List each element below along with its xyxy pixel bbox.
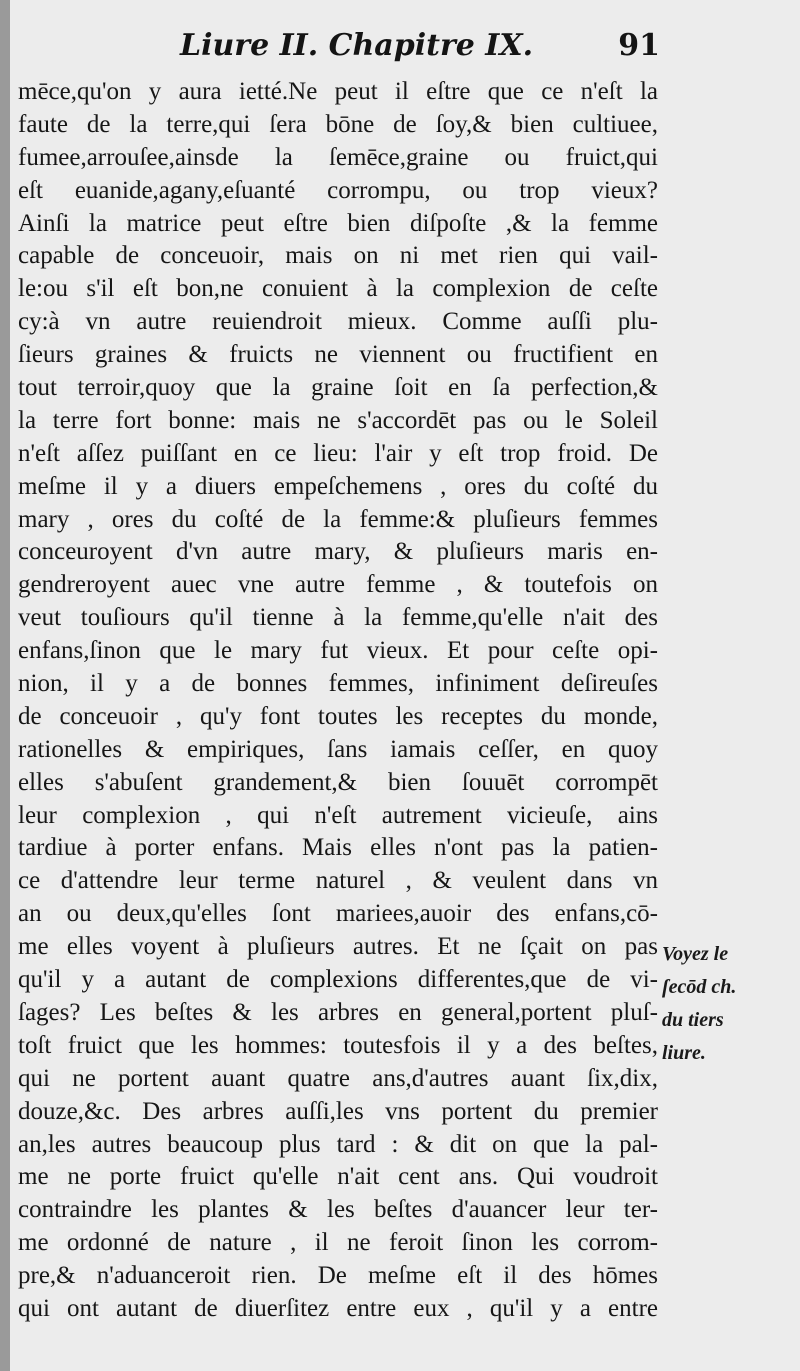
text-line: toſt fruict que les hommes: toutesfois il y a des beſtes,: [18, 1031, 658, 1059]
text-line: ce d'attendre leur terme naturel , & veulent dans vn: [18, 867, 658, 895]
text-line: pre,& n'aduanceroit rien. De meſme eſt il des hōmes: [18, 1262, 658, 1290]
text-line: la terre fort bonne: mais ne s'accordēt pas ou le Soleil: [18, 406, 658, 434]
margin-note-line: liure.: [662, 1041, 706, 1064]
text-line: douze,&c. Des arbres auſſi,les vns portent du premier: [18, 1097, 658, 1125]
text-line: cy:à vn autre reuiendroit mieux. Comme auſſi plu-: [18, 308, 658, 336]
text-line: fumee,arrouſee,ainsde la ſemēce,graine ou fruict,qui: [18, 143, 658, 171]
text-line: contraindre les plantes & les beſtes d'auancer leur ter-: [18, 1196, 658, 1224]
text-line: mēce,qu'on y aura ietté.Ne peut il eſtre que ce n'eſt la: [18, 78, 658, 105]
text-line: de conceuoir , qu'y font toutes les receptes du monde,: [18, 702, 658, 730]
text-line: ſages? Les beſtes & les arbres en general,portent pluſ-: [18, 998, 658, 1026]
text-line: capable de conceuoir, mais on ni met rien qui vail-: [18, 242, 658, 270]
text-line: faute de la terre,qui ſera bōne de ſoy,& bien cultiuee,: [18, 110, 658, 138]
page-number: 91: [618, 28, 660, 63]
text-line: rationelles & empiriques, ſans iamais ceſſer, en quoy: [18, 735, 658, 763]
text-line: an ou deux,qu'elles ſont mariees,auoir des enfans,cō-: [18, 900, 658, 928]
text-line: tout terroir,quoy que la graine ſoit en ſa perfection,&: [18, 374, 658, 402]
text-line: veut touſiours qu'il tienne à la femme,qu'elle n'ait des: [18, 604, 658, 632]
text-line: elles s'abuſent grandement,& bien ſouuēt corrompēt: [18, 768, 658, 796]
margin-note: [662, 938, 792, 1070]
text-line: qui ont autant de diuerſitez entre eux , qu'il y a entre: [18, 1294, 658, 1322]
page-header: [180, 28, 660, 72]
text-line: qui ne portent auant quatre ans,d'autres auant ſix,dix,: [18, 1064, 658, 1092]
text-line: leur complexion , qui n'eſt autrement vicieuſe, ains: [18, 801, 658, 829]
text-line: nion, il y a de bonnes femmes, infiniment deſireuſes: [18, 670, 658, 698]
text-line: me ne porte fruict qu'elle n'ait cent ans. Qui voudroit: [18, 1163, 658, 1191]
text-line: an,les autres beaucoup plus tard : & dit on que la pal-: [18, 1130, 658, 1158]
margin-note-line: ſecōd ch.: [662, 975, 737, 998]
text-line: n'eſt aſſez puiſſant en ce lieu: l'air y eſt trop froid. De: [18, 439, 658, 467]
text-line: eſt euanide,agany,eſuanté corrompu, ou trop vieux?: [18, 176, 658, 204]
text-line: me elles voyent à pluſieurs autres. Et ne ſçait on pas: [18, 933, 658, 961]
body-text: [18, 76, 658, 1326]
text-line: Ainſi la matrice peut eſtre bien diſpoſte ,& la femme: [18, 209, 658, 237]
running-head: Liure II. Chapitre IX.: [180, 28, 534, 63]
text-line: le:ou s'il eſt bon,ne conuient à la complexion de ceſte: [18, 275, 658, 303]
text-line: mary , ores du coſté de la femme:& pluſieurs femmes: [18, 505, 658, 533]
text-line: meſme il y a diuers empeſchemens , ores du coſté du: [18, 472, 658, 500]
text-line: me ordonné de nature , il ne feroit ſinon les corrom-: [18, 1229, 658, 1257]
page-gutter-shadow: [0, 0, 10, 1371]
text-line: gendreroyent auec vne autre femme , & toutefois on: [18, 571, 658, 599]
text-line: tardiue à porter enfans. Mais elles n'ont pas la patien-: [18, 834, 658, 862]
text-line: conceuroyent d'vn autre mary, & pluſieurs maris en-: [18, 538, 658, 566]
text-line: ſieurs graines & fruicts ne viennent ou fructifient en: [18, 341, 658, 369]
margin-note-line: Voyez le: [662, 943, 729, 965]
text-line: enfans,ſinon que le mary fut vieux. Et pour ceſte opi-: [18, 637, 658, 665]
margin-note-line: du tiers: [662, 1008, 724, 1031]
text-line: qu'il y a autant de complexions differentes,que de vi-: [18, 966, 658, 994]
